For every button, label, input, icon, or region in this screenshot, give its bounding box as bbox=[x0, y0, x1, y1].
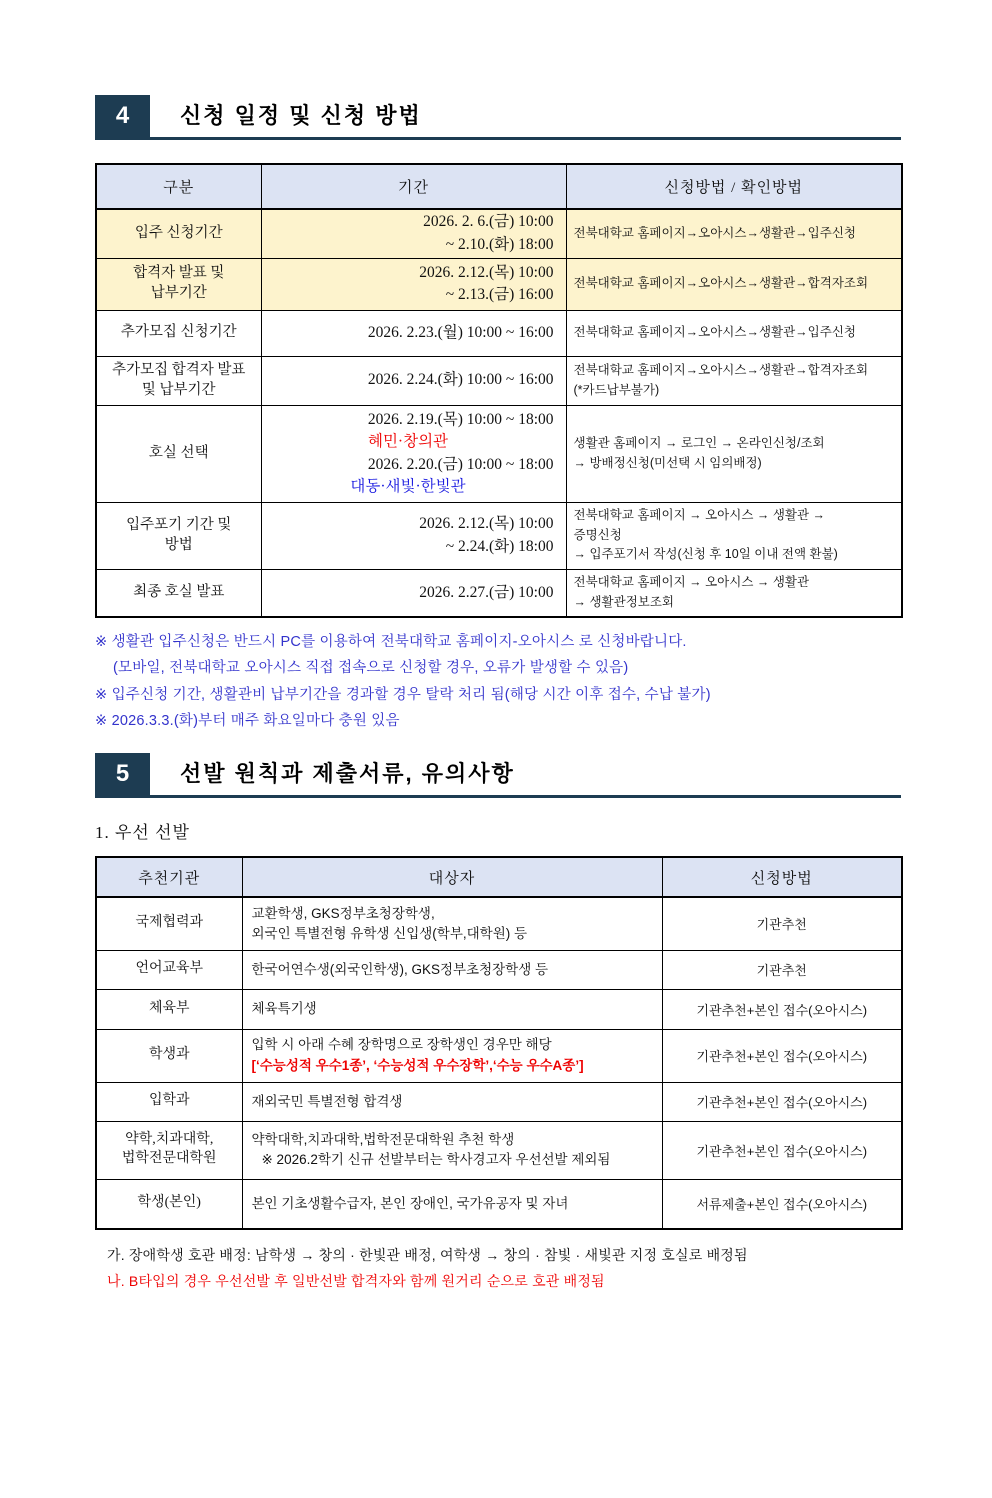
period-line: 2026. 2.27.(금) 10:00 bbox=[419, 583, 554, 601]
schedule-table-body bbox=[96, 209, 902, 617]
recommending-org-cell bbox=[96, 1082, 242, 1121]
column-header: 신청방법 / 확인방법 bbox=[566, 164, 902, 209]
note-line: ※ 생활관 입주신청은 반드시 PC를 이용하여 전북대학교 홈페이지-오아시스 로 신청바랍니다. bbox=[95, 634, 687, 650]
priority-table-body bbox=[96, 897, 902, 1229]
apply-method-cell: 기관추천+본인 접수(오아시스) bbox=[662, 989, 902, 1029]
category-cell bbox=[96, 258, 261, 310]
apply-method-cell: 기관추천+본인 접수(오아시스) bbox=[662, 1121, 902, 1179]
method-cell bbox=[566, 502, 902, 569]
column-header: 기간 bbox=[261, 164, 566, 209]
category-cell bbox=[96, 569, 261, 617]
category-line: 최종 호실 발표 bbox=[133, 583, 225, 600]
section-5-header bbox=[95, 753, 901, 798]
method-cell bbox=[566, 209, 902, 258]
category-line: 방법 bbox=[164, 536, 193, 553]
org-line: 학생과 bbox=[148, 1047, 190, 1063]
apply-method-cell: 기관추천 bbox=[662, 950, 902, 989]
target-line: 체육특기생 bbox=[251, 1001, 317, 1017]
period-line: 2026. 2.20.(금) 10:00 ~ 18:00 bbox=[367, 455, 554, 473]
period-line: ~ 2.13.(금) 16:00 bbox=[445, 286, 554, 303]
priority-row bbox=[96, 1082, 902, 1121]
section-4-header bbox=[95, 95, 901, 140]
recommending-org-cell bbox=[96, 989, 242, 1029]
org-line: 법학전문대학원 bbox=[121, 1151, 217, 1167]
schedule-row bbox=[96, 569, 902, 617]
method-line: 전북대학교 홈페이지→오아시스→생활관→합격자조회 bbox=[573, 363, 869, 378]
method-cell bbox=[566, 569, 902, 617]
section-5-badge: 5 bbox=[95, 753, 150, 795]
section-5-title: 선발 원칙과 제출서류, 유의사항 bbox=[180, 761, 515, 787]
target-line: [‘수능성적 우수1종’, ‘수능성적 우수장학’,‘수능 우수A종’] bbox=[251, 1057, 584, 1073]
schedule-row bbox=[96, 258, 902, 310]
method-line: → 생활관정보조회 bbox=[573, 594, 674, 609]
period-line: 2026. 2.19.(목) 10:00 ~ 18:00 bbox=[367, 410, 554, 428]
schedule-row bbox=[96, 502, 902, 569]
method-line: 전북대학교 홈페이지 → 오아시스 → 생활관 → bbox=[573, 508, 826, 523]
period-line: ~ 2.24.(화) 18:00 bbox=[445, 537, 554, 555]
column-header: 구분 bbox=[96, 164, 261, 209]
method-cell bbox=[566, 356, 902, 405]
note-line: 나. B타입의 경우 우선선발 후 일반선발 합격자와 함께 원거리 순으로 호관 배정됨 bbox=[107, 1272, 605, 1289]
period-line: 2026. 2.12.(목) 10:00 bbox=[419, 515, 554, 533]
priority-row bbox=[96, 950, 902, 989]
period-line: 2026. 2. 6.(금) 10:00 bbox=[423, 213, 554, 231]
recommending-org-cell bbox=[96, 1179, 242, 1229]
priority-row bbox=[96, 1121, 902, 1179]
method-line: → 방배정신청(미선택 시 임의배정) bbox=[573, 455, 762, 470]
note-line: ※ 2026.3.3.(화)부터 매주 화요일마다 충원 있음 bbox=[95, 712, 400, 729]
priority-selection-table bbox=[95, 856, 903, 1230]
category-cell bbox=[96, 356, 261, 405]
period-line: 2026. 2.12.(목) 10:00 bbox=[419, 263, 554, 281]
period-line: 2026. 2.23.(월) 10:00 ~ 16:00 bbox=[367, 323, 554, 341]
period-cell bbox=[261, 405, 566, 502]
column-header: 추천기관 bbox=[96, 857, 242, 897]
method-cell bbox=[566, 258, 902, 310]
apply-method-cell: 기관추천+본인 접수(오아시스) bbox=[662, 1029, 902, 1082]
category-cell bbox=[96, 405, 261, 502]
category-line: 추가모집 신청기간 bbox=[120, 324, 237, 341]
priority-notes bbox=[95, 1246, 901, 1291]
target-line: 약학대학,치과대학,법학전문대학원 추천 학생 bbox=[251, 1131, 515, 1147]
category-cell bbox=[96, 209, 261, 258]
target-line: 교환학생, GKS정부초청장학생, bbox=[251, 905, 435, 921]
method-line: 전북대학교 홈페이지→오아시스→생활관→입주신청 bbox=[573, 325, 856, 340]
period-line: 2026. 2.24.(화) 10:00 ~ 16:00 bbox=[367, 371, 554, 389]
category-line: 및 납부기간 bbox=[141, 381, 216, 398]
recommending-org-cell bbox=[96, 1121, 242, 1179]
apply-method-cell: 서류제출+본인 접수(오아시스) bbox=[662, 1179, 902, 1229]
org-line: 약학,치과대학, bbox=[125, 1132, 214, 1148]
application-schedule-table bbox=[95, 163, 903, 618]
category-line: 합격자 발표 및 bbox=[133, 265, 225, 282]
schedule-row bbox=[96, 405, 902, 502]
schedule-row bbox=[96, 209, 902, 258]
priority-table-head bbox=[96, 857, 902, 897]
org-line: 체육부 bbox=[148, 1000, 190, 1016]
category-cell bbox=[96, 502, 261, 569]
method-line: 증명신청 bbox=[573, 527, 622, 542]
document-page bbox=[95, 95, 901, 1291]
apply-method-cell: 기관추천 bbox=[662, 897, 902, 950]
schedule-header-row bbox=[96, 164, 902, 209]
category-line: 입주 신청기간 bbox=[134, 224, 223, 241]
period-cell bbox=[261, 209, 566, 258]
priority-header-row bbox=[96, 857, 902, 897]
target-line: ※ 2026.2학기 신규 선발부터는 학사경고자 우선선발 제외됨 bbox=[261, 1152, 611, 1168]
category-line: 호실 선택 bbox=[148, 444, 209, 461]
period-cell bbox=[261, 502, 566, 569]
note-line: 가. 장애학생 호관 배정: 남학생 → 창의 · 한빛관 배정, 여학생 → 창의 · 참빛 · 새빛관 지정 호실로 배정됨 bbox=[107, 1247, 748, 1264]
org-line: 입학과 bbox=[148, 1093, 190, 1109]
target-cell bbox=[242, 897, 662, 950]
category-line: 납부기간 bbox=[150, 285, 207, 301]
note-line: (모바일, 전북대학교 오아시스 직접 접속으로 신청할 경우, 오류가 발생할 수 있음) bbox=[113, 660, 629, 677]
apply-method-cell: 기관추천+본인 접수(오아시스) bbox=[662, 1082, 902, 1121]
method-line: 전북대학교 홈페이지→오아시스→생활관→입주신청 bbox=[573, 226, 856, 241]
schedule-row bbox=[96, 310, 902, 356]
period-cell bbox=[261, 569, 566, 617]
target-line: 본인 기초생활수급자, 본인 장애인, 국가유공자 및 자녀 bbox=[251, 1195, 569, 1211]
period-cell bbox=[261, 310, 566, 356]
target-cell bbox=[242, 1179, 662, 1229]
target-line: 입학 시 아래 수혜 장학명으로 장학생인 경우만 해당 bbox=[251, 1037, 552, 1053]
target-line: 한국어연수생(외국인학생), GKS정부초청장학생 등 bbox=[251, 961, 549, 977]
section-4-title: 신청 일정 및 신청 방법 bbox=[180, 103, 422, 128]
priority-row bbox=[96, 1179, 902, 1229]
method-cell bbox=[566, 310, 902, 356]
org-line: 국제협력과 bbox=[135, 915, 204, 931]
column-header: 신청방법 bbox=[662, 857, 902, 897]
section-4-badge: 4 bbox=[95, 95, 150, 137]
category-cell bbox=[96, 310, 261, 356]
application-notes bbox=[95, 632, 901, 731]
method-cell bbox=[566, 405, 902, 502]
org-line: 학생(본인) bbox=[137, 1195, 201, 1211]
priority-selection-heading: 1. 우선 선발 bbox=[95, 823, 190, 843]
target-cell bbox=[242, 950, 662, 989]
target-cell bbox=[242, 1082, 662, 1121]
period-cell bbox=[261, 356, 566, 405]
method-line: 생활관 홈페이지 → 로그인 → 온라인신청/조회 bbox=[573, 436, 825, 451]
recommending-org-cell bbox=[96, 950, 242, 989]
period-line: 혜민·창의관 bbox=[367, 433, 449, 451]
category-line: 입주포기 기간 및 bbox=[126, 516, 232, 533]
column-header: 대상자 bbox=[242, 857, 662, 897]
target-line: 외국인 특별전형 유학생 신입생(학부,대학원) 등 bbox=[251, 925, 528, 941]
target-cell bbox=[242, 1029, 662, 1082]
method-line: → 입주포기서 작성(신청 후 10일 이내 전액 환불) bbox=[573, 547, 838, 562]
period-line: 대동·새빛·한빛관 bbox=[350, 477, 466, 495]
target-line: 재외국민 특별전형 합격생 bbox=[251, 1093, 403, 1109]
recommending-org-cell bbox=[96, 897, 242, 950]
target-cell bbox=[242, 989, 662, 1029]
note-line: ※ 입주신청 기간, 생활관비 납부기간을 경과할 경우 탈락 처리 됨(해당 시간 이후 접수, 수납 불가) bbox=[95, 686, 711, 703]
method-line: 전북대학교 홈페이지 → 오아시스 → 생활관 bbox=[573, 575, 810, 590]
priority-row bbox=[96, 989, 902, 1029]
method-line: (*카드납부불가) bbox=[573, 382, 660, 397]
schedule-row bbox=[96, 356, 902, 405]
period-line: ~ 2.10.(화) 18:00 bbox=[445, 235, 554, 253]
priority-row bbox=[96, 1029, 902, 1082]
recommending-org-cell bbox=[96, 1029, 242, 1082]
method-line: 전북대학교 홈페이지→오아시스→생활관→합격자조회 bbox=[573, 276, 869, 291]
org-line: 언어교육부 bbox=[135, 961, 204, 977]
period-cell bbox=[261, 258, 566, 310]
schedule-table-head bbox=[96, 164, 902, 209]
category-line: 추가모집 합격자 발표 bbox=[112, 361, 246, 378]
priority-row bbox=[96, 897, 902, 950]
target-cell bbox=[242, 1121, 662, 1179]
